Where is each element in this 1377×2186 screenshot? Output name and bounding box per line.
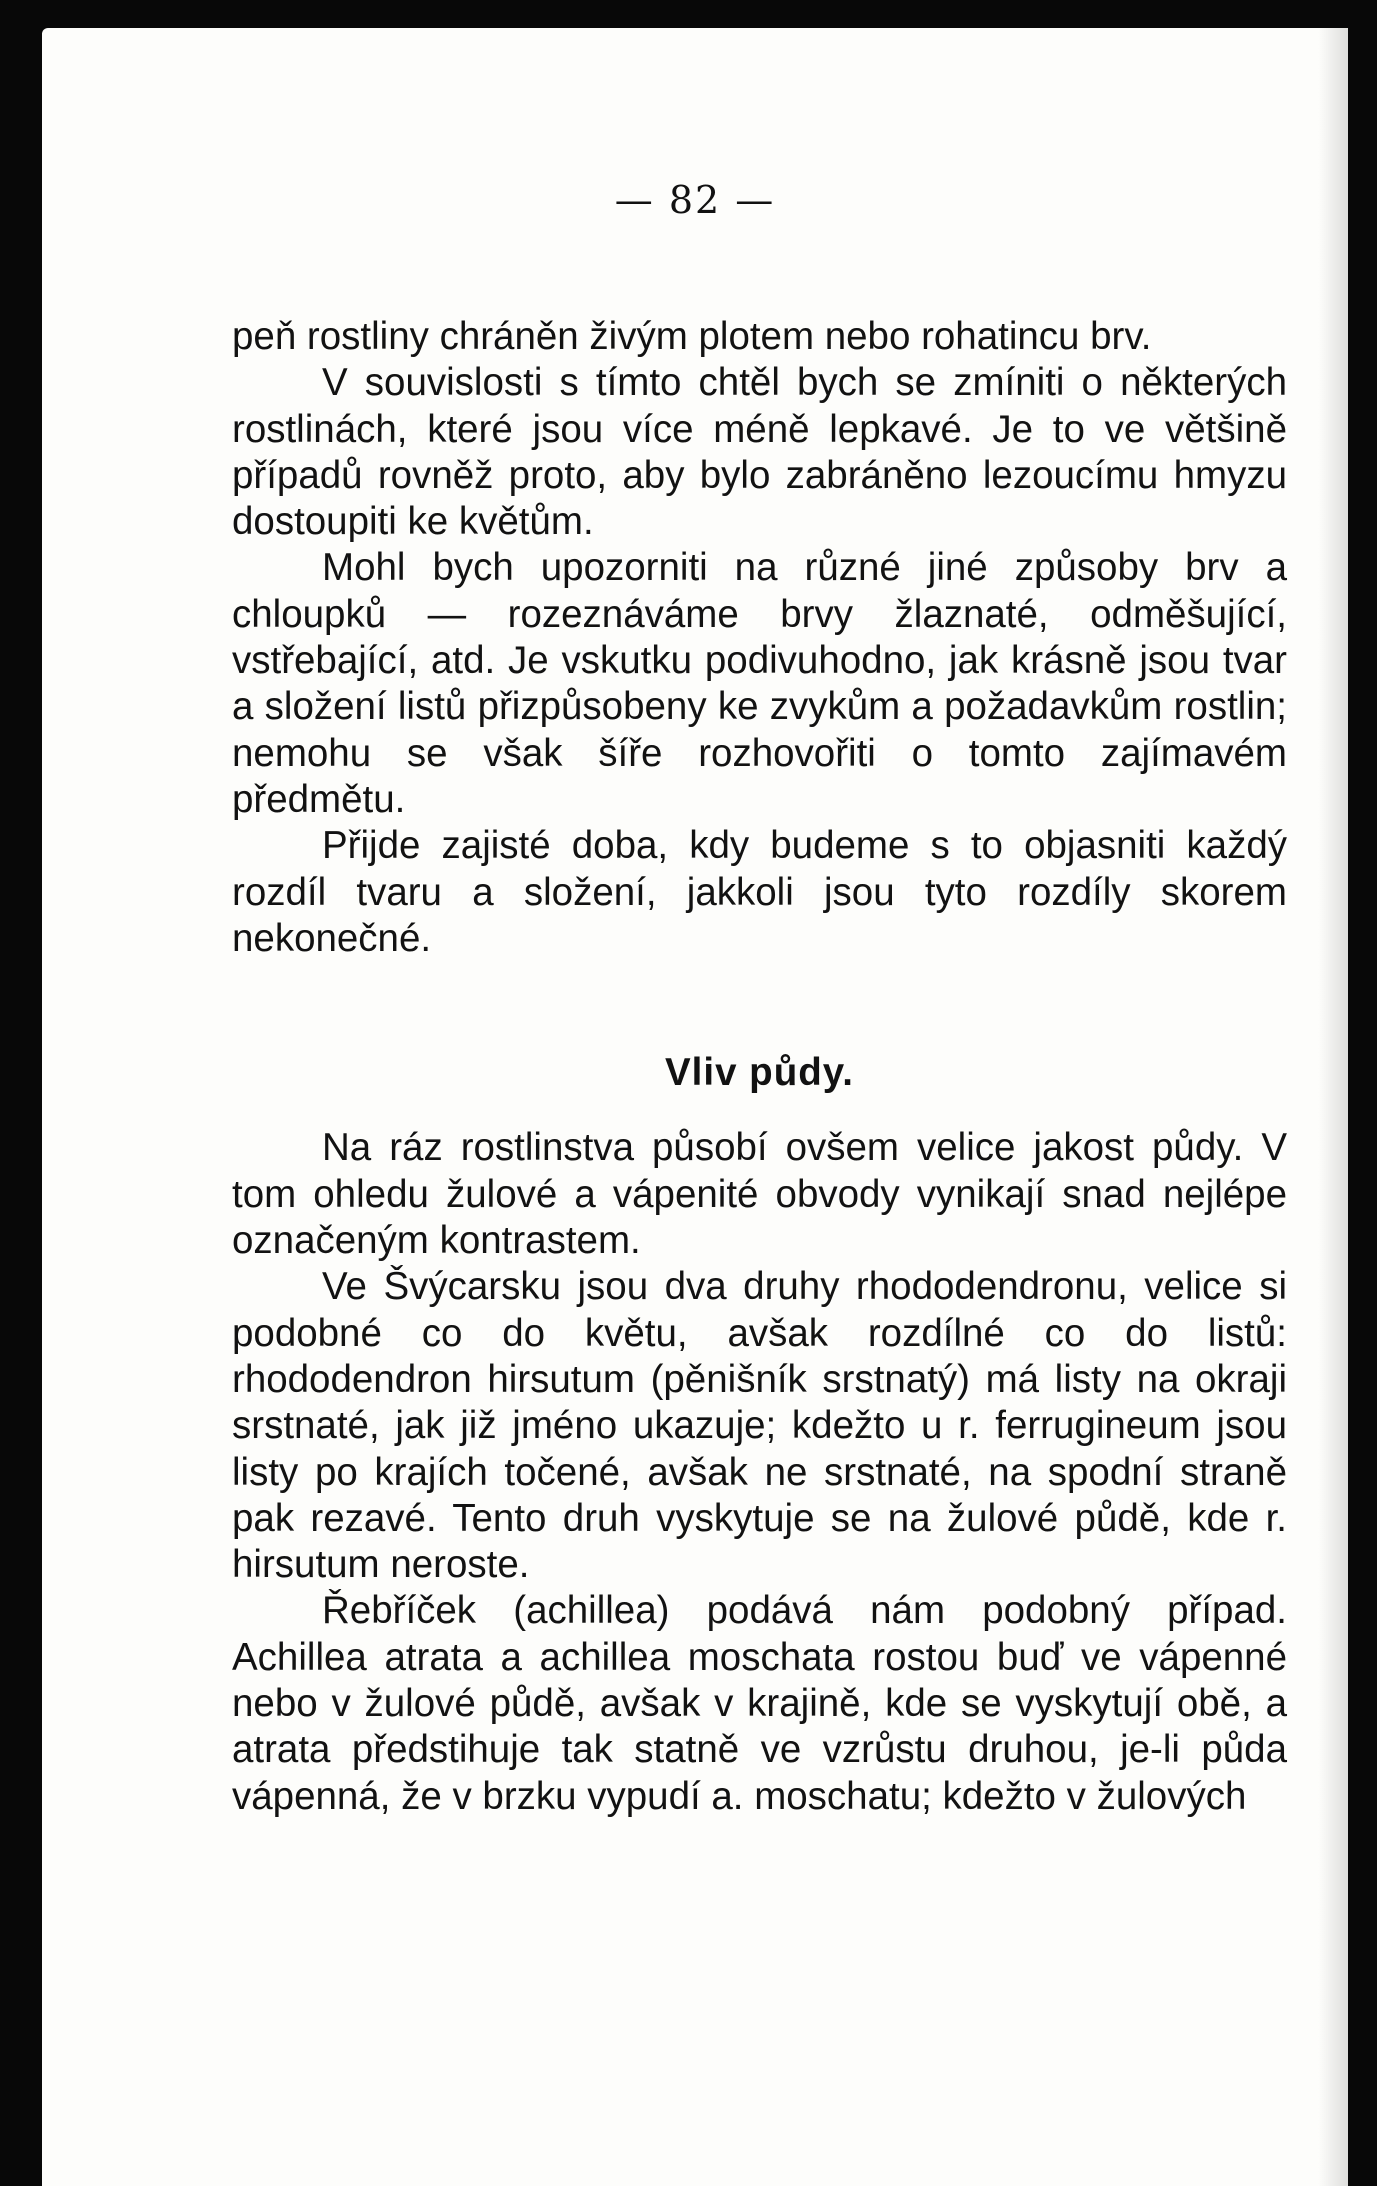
paragraph-2: V souvislosti s tímto chtěl bych se zmíniti o některých rostlinách, které jsou více méně lepkavé. Je to ve většině případů rovněž proto, aby bylo zabráněno lezoucímu hmyzu dostoupiti ke květům.	[232, 361, 1287, 544]
paragraph-4: Přijde zajisté doba, kdy budeme s to objasniti každý rozdíl tvaru a složení, jakkoli jsou tyto rozdíly skorem nekonečné.	[232, 824, 1287, 960]
paragraph-5: Na ráz rostlinstva působí ovšem velice jakost půdy. V tom ohledu žulové a vápenité obvody vynikají snad nejlépe označeným kontrastem.	[232, 1126, 1287, 1263]
section-heading: Vliv půdy.	[665, 1051, 854, 1095]
page-number: — 82 —	[614, 178, 776, 222]
paragraph-1: peň rostliny chráněn živým plotem nebo rohatincu brv.	[232, 315, 1152, 358]
paragraph-3: Mohl bych upozorniti na různé jiné způsoby brv a chloupků — rozeznáváme brvy žlaznaté, odměšující, vstřebající, atd. Je vskutku podivuhodno, jak krásně jsou tvar a složení listů přizpůsobeny ke zvykům a požadavkům rostlin; nemohu se však šíře rozhovořiti o tomto zajímavém předmětu.	[232, 546, 1287, 821]
paragraph-6: Ve Švýcarsku jsou dva druhy rhododendronu, velice si podobné co do květu, avšak rozdílné co do listů: rhododendron hirsutum (pěnišník srstnatý) má listy na okraji srstnaté, jak již jméno ukazuje; kdežto u r. ferrugineum jsou listy po krajích točené, avšak ne srstnaté, na spodní straně pak rezavé. Tento druh vyskytuje se na žulové půdě, kde r. hirsutum neroste.	[232, 1265, 1287, 1587]
paragraph-7: Řebříček (achillea) podává nám podobný případ. Achillea atrata a achillea moschata rostou buď ve vápenné nebo v žulové půdě, avšak v krajině, kde se vyskytují obě, a atrata předstihuje tak statně ve vzrůstu druhou, je-li půda vápenná, že v brzku vypudí a. moschatu; kdežto v žulových	[232, 1589, 1287, 1818]
page-edge-shadow	[1318, 28, 1348, 2186]
book-page	[42, 28, 1348, 2186]
body-text	[232, 314, 1287, 1820]
